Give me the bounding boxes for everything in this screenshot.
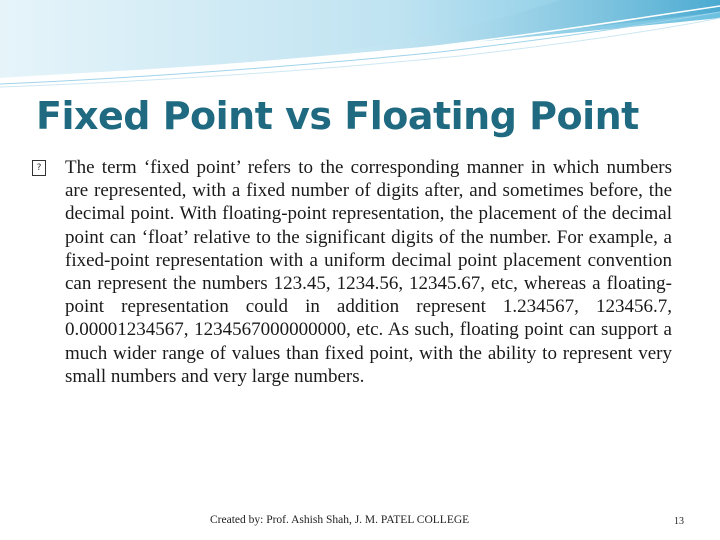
top-wave-decoration	[0, 0, 720, 90]
slide-title: Fixed Point vs Floating Point	[36, 94, 639, 138]
page-number: 13	[674, 516, 684, 527]
bullet-text: The term ‘fixed point’ refers to the corresponding manner in which numbers are represented, with a fixed number of digits after, and sometimes before, the decimal point. With floating-point representation, the placement of the decimal point can ‘float’ relative to the significant digits of the number. For example, a fixed-point representation with a uniform decimal point placement convention can represent the numbers 123.45, 1234.56, 12345.67, etc, whereas a floating-point representation could in addition represent 1.234567, 123456.7, 0.00001234567, 1234567000000000, etc. As such, floating point can support a much wider range of values than fixed point, with the ability to represent very small numbers and very large numbers.	[65, 157, 672, 387]
bullet-item	[32, 156, 672, 388]
footer-credit: Created by: Prof. Ashish Shah, J. M. PATEL COLLEGE	[210, 514, 470, 526]
missing-glyph-icon: ?	[32, 160, 46, 176]
